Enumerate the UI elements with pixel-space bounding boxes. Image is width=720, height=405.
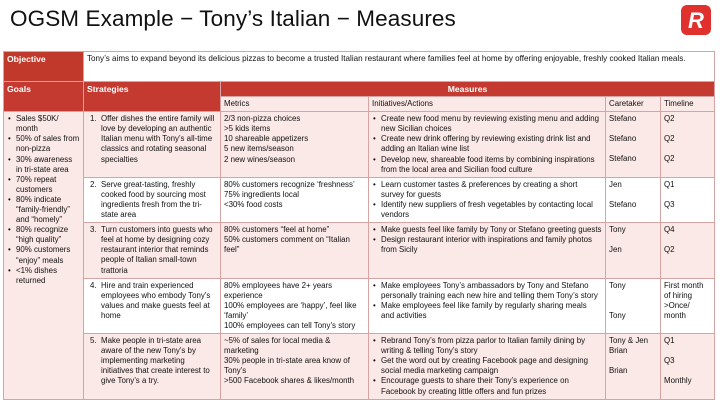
metrics-header: Metrics — [221, 97, 369, 112]
goal-item: • 70% repeat customers — [7, 175, 80, 195]
caretaker-cell: Jen Stefano — [606, 177, 661, 222]
initiatives-cell: • Create new food menu by reviewing existing menu and adding new Sicilian choices • Create new drink offering by reviewing existing drink list and adding an Italian wine list • Develop new, shareable food items by combining inspirations from the local area and Sicilian food culture — [369, 112, 606, 178]
goal-item: • 50% of sales from non-pizza — [7, 134, 80, 154]
strategy-cell: 5. Make people in tri-state area aware of the new Tony’s by implementing marketing initiatives that create interest to give Tony’s a try. — [84, 334, 221, 400]
initiatives-cell: • Rebrand Tony’s from pizza parlor to Italian family dining by writing & telling Tony’s story • Get the word out by creating Facebook page and designing social media marketing campaign • Encourage guests to share their Tony’s experience on Facebook by creating little offers and fun prizes — [369, 334, 606, 400]
timeline-cell: Q4 Q2 — [661, 223, 715, 278]
metrics-cell: 2/3 non-pizza choices >5 kids items 10 shareable appetizers 5 new items/season 2 new wines/season — [221, 112, 369, 178]
initiatives-cell: • Make guests feel like family by Tony or Stefano greeting guests • Design restaurant interior with inspirations and family photos from Sicily — [369, 223, 606, 278]
strategy-cell: 2. Serve great-tasting, freshly cooked food by sourcing most ingredients fresh from the tri-state area — [84, 177, 221, 222]
strategy-text: Turn customers into guests who feel at home by designing cozy restaurant interior that reminds people of Italian small-town trattoria — [101, 225, 213, 275]
timeline-cell: First month of hiring >Once/ month — [661, 278, 715, 333]
ogsm-table — [3, 51, 715, 400]
goal-item: • 80% indicate “family-friendly” and “homely” — [7, 195, 80, 225]
strategy-text: Offer dishes the entire family will love by developing an authentic Italian menu with Tony’s all-time classics and rotating seasonal specialties — [101, 114, 215, 164]
timeline-cell: Q2 Q2 Q2 — [661, 112, 715, 178]
caretaker-cell: Stefano Stefano Stefano — [606, 112, 661, 178]
goals-header: Goals — [4, 82, 84, 112]
caretaker-cell: Tony & Jen Brian Brian — [606, 334, 661, 400]
goal-item: • 80% recognize “high quality” — [7, 225, 80, 245]
goal-item: • <1% dishes returned — [7, 266, 80, 286]
timeline-header: Timeline — [661, 97, 715, 112]
caretaker-cell: Tony Tony — [606, 278, 661, 333]
strategy-text: Hire and train experienced employees who embody Tony’s values and make guests feel at home — [101, 280, 211, 320]
initiatives-header: Initiatives/Actions — [369, 97, 606, 112]
caretaker-header: Caretaker — [606, 97, 661, 112]
goal-item: • 90% customers “enjoy” meals — [7, 245, 80, 265]
strategy-text: Make people in tri-state area aware of the new Tony’s by implementing marketing initiatives that create interest to give Tony’s a try. — [101, 336, 210, 386]
timeline-cell: Q1 Q3 — [661, 177, 715, 222]
metrics-cell: 80% customers “feel at home” 50% customers comment on “Italian feel” — [221, 223, 369, 278]
initiatives-cell: • Make employees Tony’s ambassadors by Tony and Stefano personally training each new hire and telling them Tony’s story • Make employees feel like family by regularly sharing meals and activities — [369, 278, 606, 333]
strategy-cell: 3. Turn customers into guests who feel at home by designing cozy restaurant interior that reminds people of Italian small-town trattoria — [84, 223, 221, 278]
brand-logo — [681, 5, 711, 35]
strategy-cell: 1. Offer dishes the entire family will love by developing an authentic Italian menu with Tony’s all-time classics and rotating seasonal specialties — [84, 112, 221, 178]
metrics-cell: 80% customers recognize ‘freshness’ 75% ingredients local <30% food costs — [221, 177, 369, 222]
goals-list — [4, 112, 84, 399]
objective-label: Objective — [4, 52, 84, 82]
objective-text: Tony’s aims to expand beyond its delicious pizzas to become a trusted Italian restaurant where families feel at home by offering enjoyable, freshly cooked Italian meals. — [84, 52, 715, 82]
metrics-cell: 80% employees have 2+ years experience 100% employees are ‘happy’, feel like ‘family’ 100% employees can tell Tony’s story — [221, 278, 369, 333]
strategy-cell: 4. Hire and train experienced employees who embody Tony’s values and make guests feel at home — [84, 278, 221, 333]
goal-item: • Sales $50K/ month — [7, 114, 80, 134]
measures-header: Measures — [221, 82, 715, 97]
initiatives-cell: • Learn customer tastes & preferences by creating a short survey for guests • Identify new suppliers of fresh vegetables by contacting local vendors — [369, 177, 606, 222]
goal-item: • 30% awareness in tri-state area — [7, 155, 80, 175]
timeline-cell: Q1 Q3 Monthly — [661, 334, 715, 400]
page-title: OGSM Example − Tony’s Italian − Measures — [10, 6, 456, 31]
caretaker-cell: Tony Jen — [606, 223, 661, 278]
strategies-header: Strategies — [84, 82, 221, 112]
strategy-text: Serve great-tasting, freshly cooked food by sourcing most ingredients fresh from the tri-state area — [101, 179, 206, 220]
metrics-cell: ~5% of sales for local media & marketing 30% people in tri-state area know of Tony’s >500 Facebook shares & likes/month — [221, 334, 369, 400]
svg-text:R: R — [688, 8, 704, 33]
